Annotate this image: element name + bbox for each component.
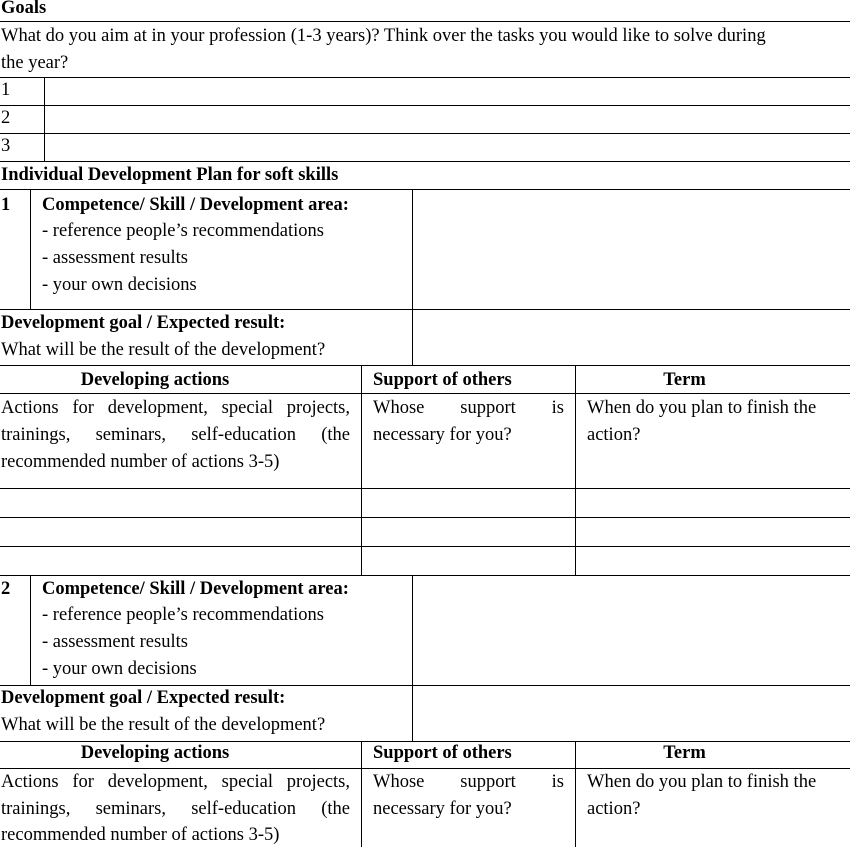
goal-row-number: 2 bbox=[1, 108, 11, 128]
action-input[interactable] bbox=[1, 547, 360, 574]
divider bbox=[575, 365, 576, 575]
bullet-item: - reference people’s recommendations bbox=[42, 221, 324, 241]
bullet-item: - assessment results bbox=[42, 248, 188, 268]
goal-row-1-input[interactable] bbox=[46, 78, 849, 105]
idp-title: Individual Development Plan for soft skills bbox=[1, 165, 339, 185]
goal-input-2[interactable] bbox=[414, 686, 849, 740]
support-desc-line: necessary for you? bbox=[373, 425, 512, 445]
header-support: Support of others bbox=[373, 743, 512, 763]
term-input[interactable] bbox=[577, 547, 849, 574]
term-input[interactable] bbox=[577, 489, 849, 516]
support-desc-line: Whose support is bbox=[373, 772, 564, 792]
competence-label: Competence/ Skill / Development area: bbox=[42, 195, 349, 215]
goal-row-number: 1 bbox=[1, 80, 11, 100]
goals-title: Goals bbox=[1, 0, 47, 18]
competence-input-2[interactable] bbox=[414, 577, 849, 683]
term-input[interactable] bbox=[577, 518, 849, 545]
goals-question-line2: the year? bbox=[1, 53, 69, 73]
divider bbox=[412, 575, 413, 741]
term-desc-line: action? bbox=[587, 425, 641, 445]
support-input[interactable] bbox=[363, 547, 575, 574]
goal-row-3-input[interactable] bbox=[46, 134, 849, 161]
divider bbox=[0, 189, 850, 190]
support-input[interactable] bbox=[363, 489, 575, 516]
header-developing-actions: Developing actions bbox=[80, 743, 230, 763]
actions-desc-line: recommended number of actions 3-5) bbox=[1, 825, 280, 845]
goal-label: Development goal / Expected result: bbox=[1, 688, 286, 708]
header-term: Term bbox=[663, 743, 706, 763]
header-support: Support of others bbox=[373, 370, 512, 390]
goal-question: What will be the result of the development? bbox=[1, 340, 326, 360]
competence-label: Competence/ Skill / Development area: bbox=[42, 579, 349, 599]
goal-input-1[interactable] bbox=[414, 311, 849, 364]
actions-desc-line: recommended number of actions 3-5) bbox=[1, 452, 280, 472]
divider bbox=[0, 365, 850, 366]
divider bbox=[361, 365, 362, 575]
goal-row-number: 3 bbox=[1, 136, 11, 156]
goal-row-2-input[interactable] bbox=[46, 106, 849, 133]
bullet-item: - your own decisions bbox=[42, 275, 197, 295]
divider bbox=[0, 393, 850, 394]
competence-input-1[interactable] bbox=[414, 191, 849, 307]
support-input[interactable] bbox=[363, 518, 575, 545]
divider bbox=[30, 189, 31, 309]
divider bbox=[30, 575, 31, 685]
action-input[interactable] bbox=[1, 489, 360, 516]
term-desc-line: When do you plan to finish the bbox=[587, 398, 817, 418]
term-desc-line: action? bbox=[587, 799, 641, 819]
bullet-item: - reference people’s recommendations bbox=[42, 605, 324, 625]
goals-question-line1: What do you aim at in your profession (1-3 years)? Think over the tasks you would like to solve during bbox=[1, 26, 766, 46]
divider bbox=[44, 77, 45, 161]
section-number: 2 bbox=[1, 579, 11, 599]
term-desc-line: When do you plan to finish the bbox=[587, 772, 817, 792]
actions-desc-line: trainings, seminars, self-education (the bbox=[1, 425, 350, 445]
divider bbox=[0, 21, 850, 22]
support-desc-line: Whose support is bbox=[373, 398, 564, 418]
support-desc-line: necessary for you? bbox=[373, 799, 512, 819]
section-number: 1 bbox=[1, 195, 11, 215]
divider bbox=[412, 189, 413, 365]
goal-label: Development goal / Expected result: bbox=[1, 313, 286, 333]
action-input[interactable] bbox=[1, 518, 360, 545]
divider bbox=[361, 741, 362, 847]
header-developing-actions: Developing actions bbox=[80, 370, 230, 390]
bullet-item: - your own decisions bbox=[42, 659, 197, 679]
actions-desc-line: Actions for development, special projects, bbox=[1, 398, 350, 418]
actions-desc-line: Actions for development, special projects, bbox=[1, 772, 350, 792]
bullet-item: - assessment results bbox=[42, 632, 188, 652]
divider bbox=[575, 741, 576, 847]
actions-desc-line: trainings, seminars, self-education (the bbox=[1, 799, 350, 819]
goal-question: What will be the result of the development? bbox=[1, 715, 326, 735]
header-term: Term bbox=[663, 370, 706, 390]
